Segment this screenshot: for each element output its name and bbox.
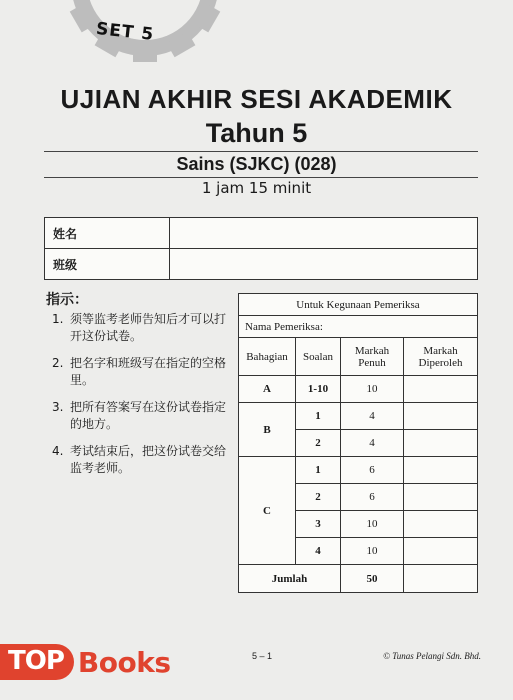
item-number: 2. <box>52 356 64 370</box>
exam-subject: Sains (SJKC) (028) <box>176 154 337 174</box>
question-cell: 1-10 <box>296 376 341 403</box>
total-row <box>239 565 478 593</box>
question-cell: 1 <box>296 403 341 430</box>
logo-books-text: Books <box>77 645 171 679</box>
table-row <box>239 294 478 316</box>
list-item <box>52 399 232 433</box>
header-full-marks: Markah Penuh <box>341 338 404 376</box>
list-item <box>52 311 232 345</box>
list-item <box>52 443 232 477</box>
obtained-cell[interactable] <box>404 403 478 430</box>
student-info-table <box>44 217 478 280</box>
divider-subject <box>44 177 478 178</box>
table-header-row <box>239 338 478 376</box>
header-question: Soalan <box>296 338 341 376</box>
name-row <box>45 218 478 249</box>
table-row <box>239 403 478 430</box>
obtained-cell[interactable] <box>404 484 478 511</box>
name-label: 姓名 <box>45 218 170 249</box>
question-cell: 3 <box>296 511 341 538</box>
obtained-cell[interactable] <box>404 511 478 538</box>
item-text: 考试结束后，把这份试卷交给监考老师。 <box>70 444 227 475</box>
divider-top <box>44 151 478 152</box>
item-number: 1. <box>52 312 64 326</box>
list-item <box>52 355 232 389</box>
topbooks-logo <box>0 640 171 684</box>
exam-year: Tahun 5 <box>205 118 308 148</box>
total-label: Jumlah <box>239 565 341 593</box>
total-value: 50 <box>341 565 404 593</box>
total-obtained-cell[interactable] <box>404 565 478 593</box>
table-row <box>239 316 478 338</box>
question-cell: 2 <box>296 430 341 457</box>
instructions-title: 指示： <box>46 292 88 308</box>
header-obtained: Markah Diperoleh <box>404 338 478 376</box>
logo-top-text: TOP <box>0 644 74 680</box>
obtained-cell[interactable] <box>404 457 478 484</box>
full-marks-cell: 6 <box>341 457 404 484</box>
full-marks-cell: 10 <box>341 376 404 403</box>
class-field[interactable] <box>170 249 478 280</box>
instructions-list <box>52 311 232 487</box>
section-b: B <box>239 403 296 457</box>
exam-title: UJIAN AKHIR SESI AKADEMIK <box>60 84 453 114</box>
item-text: 须等监考老师告知后才可以打开这份试卷。 <box>70 312 227 343</box>
question-cell: 1 <box>296 457 341 484</box>
full-marks-cell: 6 <box>341 484 404 511</box>
header-section: Bahagian <box>239 338 296 376</box>
question-cell: 2 <box>296 484 341 511</box>
class-row <box>45 249 478 280</box>
examiner-name-label: Nama Pemeriksa: <box>239 316 478 338</box>
item-text: 把名字和班级写在指定的空格里。 <box>70 356 227 387</box>
full-marks-cell: 4 <box>341 403 404 430</box>
set-label: SET 5 <box>95 19 156 45</box>
obtained-cell[interactable] <box>404 430 478 457</box>
class-label: 班级 <box>45 249 170 280</box>
full-marks-cell: 10 <box>341 511 404 538</box>
section-c: C <box>239 457 296 565</box>
table-row <box>239 376 478 403</box>
item-text: 把所有答案写在这份试卷指定的地方。 <box>70 400 227 431</box>
item-number: 3. <box>52 400 64 414</box>
name-field[interactable] <box>170 218 478 249</box>
question-cell: 4 <box>296 538 341 565</box>
exam-duration: 1 jam 15 minit <box>201 179 312 197</box>
full-marks-cell: 10 <box>341 538 404 565</box>
section-a: A <box>239 376 296 403</box>
publisher-credit: © Tunas Pelangi Sdn. Bhd. <box>383 651 481 661</box>
examiner-table-title: Untuk Kegunaan Pemeriksa <box>239 294 478 316</box>
obtained-cell[interactable] <box>404 376 478 403</box>
obtained-cell[interactable] <box>404 538 478 565</box>
page-number: 5 – 1 <box>252 651 273 661</box>
full-marks-cell: 4 <box>341 430 404 457</box>
table-row <box>239 457 478 484</box>
examiner-table <box>238 293 478 593</box>
item-number: 4. <box>52 444 64 458</box>
